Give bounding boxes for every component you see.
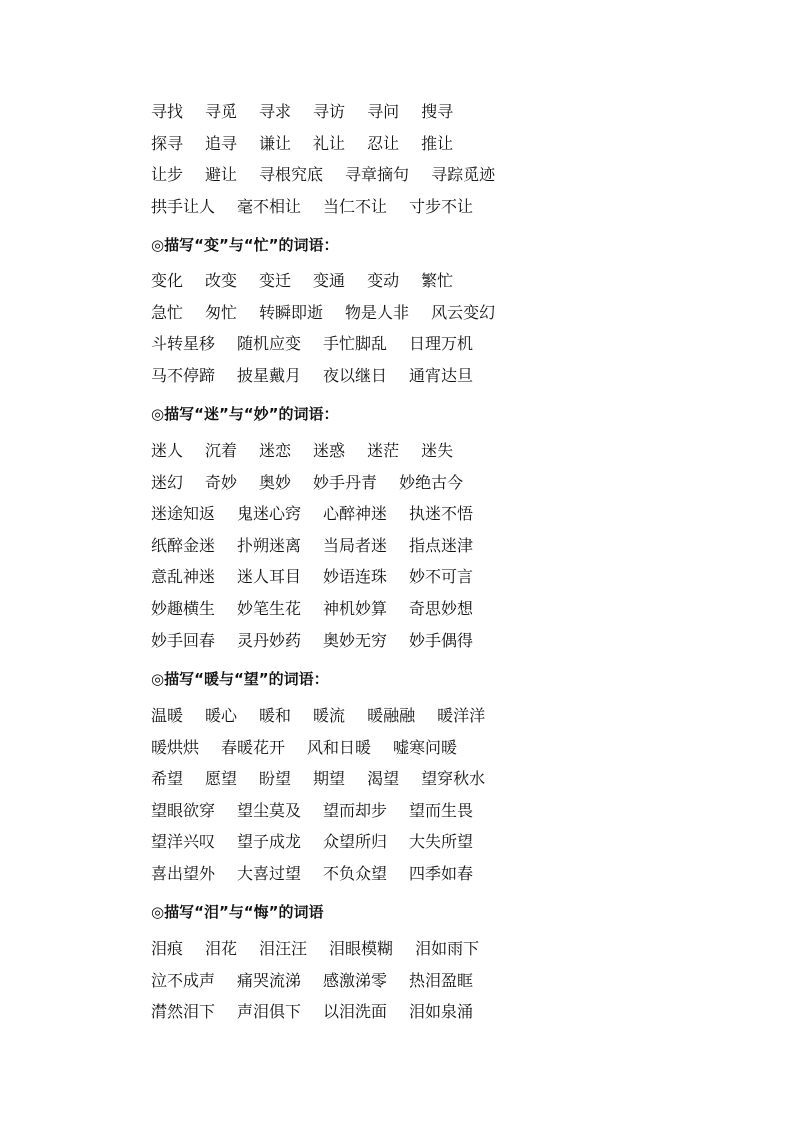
word: 大失所望	[409, 832, 474, 852]
word: 推让	[421, 133, 454, 153]
section-heading: ◎描写“泪”与“悔”的词语	[151, 903, 324, 921]
word: 追寻	[205, 133, 238, 153]
word: 渴望	[367, 769, 400, 789]
word: 迷恋	[259, 441, 292, 460]
word-row	[151, 265, 751, 297]
word: 指点迷津	[409, 535, 474, 555]
word: 妙语连珠	[323, 567, 388, 587]
word: 忍让	[367, 133, 400, 153]
word: 愿望	[205, 769, 238, 789]
word: 变通	[313, 271, 346, 290]
section-heading: ◎描写“迷”与“妙”的词语：	[151, 405, 339, 423]
word: 日理万机	[409, 334, 474, 354]
word: 妙手丹青	[313, 472, 378, 492]
word: 望穿秋水	[421, 769, 486, 789]
word: 迷幻	[151, 472, 184, 492]
word-list	[151, 933, 751, 1028]
word: 感激涕零	[323, 970, 388, 990]
word: 大喜过望	[237, 863, 302, 883]
word: 妙笔生花	[237, 598, 302, 618]
word: 沉着	[205, 441, 238, 460]
word: 寻求	[259, 102, 292, 121]
word: 谦让	[259, 133, 292, 153]
word: 奇思妙想	[409, 598, 474, 618]
word: 痛哭流涕	[237, 970, 302, 990]
word: 通宵达旦	[409, 365, 474, 385]
word: 望子成龙	[237, 832, 302, 852]
word-list	[151, 265, 751, 391]
word: 寻问	[367, 102, 400, 121]
word: 温暖	[151, 706, 184, 725]
word: 毫不相让	[237, 196, 302, 216]
word: 望尘莫及	[237, 800, 302, 820]
word: 扑朔迷离	[237, 535, 302, 555]
word: 暖洋洋	[437, 706, 486, 725]
word-row	[151, 467, 751, 499]
word-row	[151, 96, 751, 128]
word: 望眼欲穿	[151, 800, 216, 820]
word: 风云变幻	[431, 302, 496, 322]
word: 妙绝古今	[399, 472, 464, 492]
word-list	[151, 435, 751, 656]
word-row	[151, 435, 751, 467]
word: 嘘寒问暖	[393, 737, 458, 757]
word: 春暖花开	[221, 737, 286, 757]
word: 繁忙	[421, 271, 454, 290]
word: 改变	[205, 271, 238, 290]
word: 马不停蹄	[151, 365, 216, 385]
word: 期望	[313, 769, 346, 789]
word: 望而却步	[323, 800, 388, 820]
word: 妙不可言	[409, 567, 474, 587]
word: 妙手回春	[151, 630, 216, 650]
word: 变动	[367, 271, 400, 290]
word-list	[151, 96, 751, 222]
word: 转瞬即逝	[259, 302, 324, 322]
word: 四季如春	[409, 863, 474, 883]
word: 暖和	[259, 706, 292, 725]
word: 纸醉金迷	[151, 535, 216, 555]
word: 变化	[151, 271, 184, 290]
word: 暖流	[313, 706, 346, 725]
word: 希望	[151, 769, 184, 789]
word-row	[151, 763, 751, 795]
word: 当仁不让	[323, 196, 388, 216]
word-row	[151, 360, 751, 392]
word: 妙手偶得	[409, 630, 474, 650]
word: 奥妙无穷	[323, 630, 388, 650]
word: 迷失	[421, 441, 454, 460]
word: 迷茫	[367, 441, 400, 460]
word-row	[151, 561, 751, 593]
word: 泪花	[205, 939, 238, 958]
word: 神机妙算	[323, 598, 388, 618]
word: 泪如泉涌	[409, 1002, 474, 1022]
word: 寻章摘句	[345, 165, 410, 185]
word: 泪痕	[151, 939, 184, 958]
word: 声泪俱下	[237, 1002, 302, 1022]
word: 暖融融	[367, 706, 416, 725]
word: 风和日暖	[307, 737, 372, 757]
word: 望洋兴叹	[151, 832, 216, 852]
word: 随机应变	[237, 334, 302, 354]
word: 手忙脚乱	[323, 334, 388, 354]
word: 拱手让人	[151, 196, 216, 216]
word: 斗转星移	[151, 334, 216, 354]
word: 物是人非	[345, 302, 410, 322]
word-row	[151, 732, 751, 764]
word: 喜出望外	[151, 863, 216, 883]
word: 泪如雨下	[415, 939, 480, 958]
word: 望而生畏	[409, 800, 474, 820]
word-list	[151, 700, 751, 890]
word: 变迁	[259, 271, 292, 290]
word-row	[151, 795, 751, 827]
word: 热泪盈眶	[409, 970, 474, 990]
word-row	[151, 826, 751, 858]
word-row	[151, 498, 751, 530]
word-row	[151, 965, 751, 997]
word: 泪汪汪	[259, 939, 308, 958]
word: 寻觅	[205, 102, 238, 121]
word: 迷人	[151, 441, 184, 460]
word-row	[151, 159, 751, 191]
word-row	[151, 700, 751, 732]
word-row	[151, 593, 751, 625]
word: 鬼迷心窍	[237, 504, 302, 524]
word: 意乱神迷	[151, 567, 216, 587]
word: 执迷不悟	[409, 504, 474, 524]
word: 以泪洗面	[323, 1002, 388, 1022]
word: 泣不成声	[151, 970, 216, 990]
word-row	[151, 933, 751, 965]
word: 泪眼模糊	[329, 939, 394, 958]
word: 急忙	[151, 302, 184, 322]
word: 妙趣横生	[151, 598, 216, 618]
word-row	[151, 128, 751, 160]
word: 当局者迷	[323, 535, 388, 555]
word: 让步	[151, 165, 184, 185]
word: 迷人耳目	[237, 567, 302, 587]
word: 匆忙	[205, 302, 238, 322]
word: 奇妙	[205, 472, 238, 492]
word: 避让	[205, 165, 238, 185]
word: 迷途知返	[151, 504, 216, 524]
word: 寸步不让	[409, 196, 474, 216]
word: 潸然泪下	[151, 1002, 216, 1022]
word: 夜以继日	[323, 365, 388, 385]
word-row	[151, 625, 751, 657]
word-row	[151, 191, 751, 223]
word: 寻找	[151, 102, 184, 121]
word: 寻根究底	[259, 165, 324, 185]
word: 礼让	[313, 133, 346, 153]
word: 暖烘烘	[151, 737, 200, 757]
word: 披星戴月	[237, 365, 302, 385]
section-heading: ◎描写“暖与“望”的词语：	[151, 670, 329, 688]
word-row	[151, 328, 751, 360]
section-heading: ◎描写“变”与“忙”的词语：	[151, 236, 339, 254]
word: 心醉神迷	[323, 504, 388, 524]
word: 寻踪觅迹	[431, 165, 496, 185]
word: 搜寻	[421, 102, 454, 121]
word: 探寻	[151, 133, 184, 153]
word: 灵丹妙药	[237, 630, 302, 650]
word: 奥妙	[259, 472, 292, 492]
word-row	[151, 297, 751, 329]
word: 暖心	[205, 706, 238, 725]
word-row	[151, 858, 751, 890]
word: 不负众望	[323, 863, 388, 883]
word-row	[151, 996, 751, 1028]
word-row	[151, 530, 751, 562]
word: 众望所归	[323, 832, 388, 852]
word: 盼望	[259, 769, 292, 789]
word: 寻访	[313, 102, 346, 121]
word: 迷惑	[313, 441, 346, 460]
